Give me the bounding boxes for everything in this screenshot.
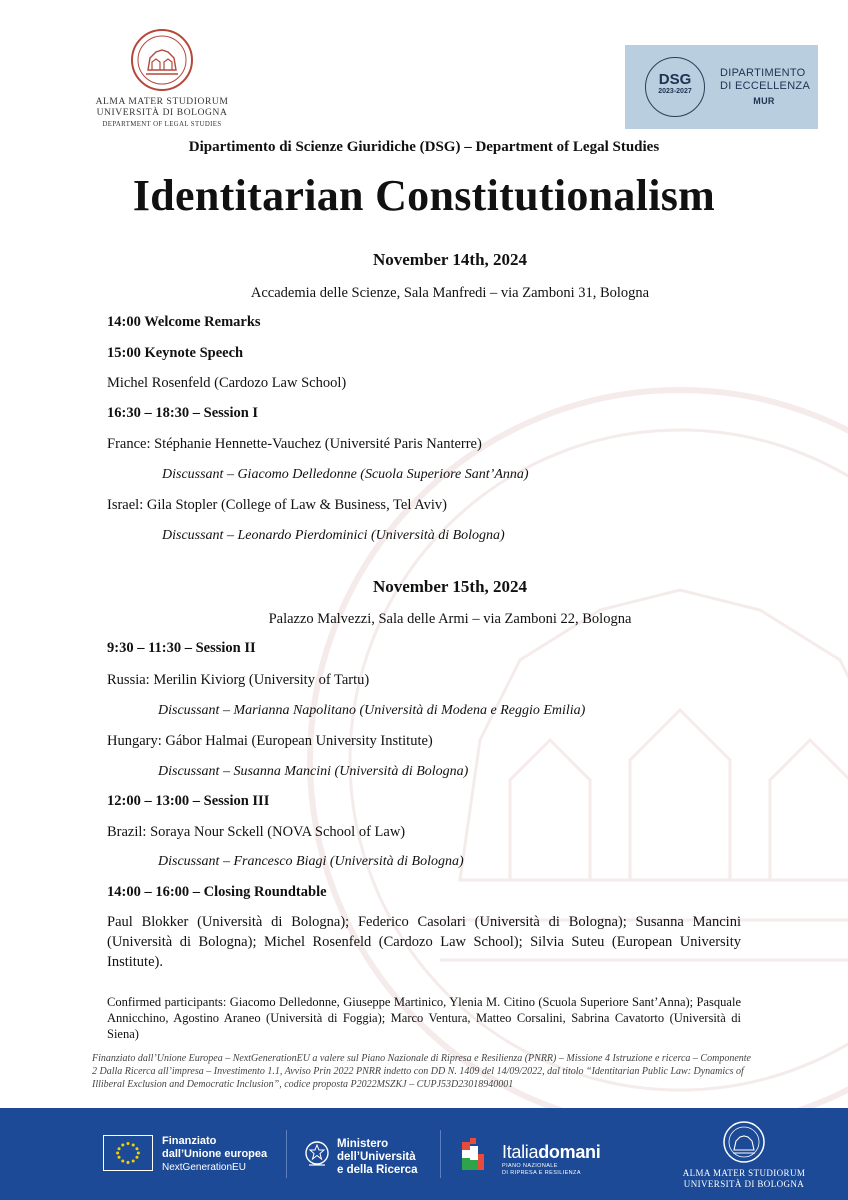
mur-line3: e della Ricerca [337, 1164, 418, 1176]
day2-venue: Palazzo Malvezzi, Sala delle Armi – via Zamboni 22, Bologna [268, 611, 632, 627]
session3-heading: 12:00 – 13:00 – Session III [107, 793, 270, 809]
roundtable-participants: Paul Blokker (Università di Bologna); Federico Casolari (Università di Bologna); Susanna Mancini (Università di Bologna); Michel Rosenfeld (Cardozo Law School); Silvia Suteu (European University Institute). [107, 914, 741, 970]
page-title: Identitarian Constitutionalism [132, 171, 716, 220]
italia-a: Italia [502, 1142, 539, 1162]
day1-date: November 14th, 2024 [372, 250, 528, 269]
dsg-logo-icon [645, 57, 705, 117]
welcome-remarks: 14:00 Welcome Remarks [107, 314, 261, 330]
discussant-brazil: Discussant – Francesco Biagi (Università di Bologna) [158, 854, 464, 869]
keynote-speaker: Michel Rosenfeld (Cardozo Law School) [107, 375, 347, 391]
badge-years: 2023-2027 [658, 88, 692, 95]
discussant-israel: Discussant – Leonardo Pierdominici (Università di Bologna) [162, 528, 505, 543]
footer-uni-line2: UNIVERSITÀ DI BOLOGNA [683, 1178, 805, 1189]
mur-line2: dell’Università [337, 1151, 416, 1163]
university-name-line1: ALMA MATER STUDIORUM [95, 97, 229, 107]
session1-heading: 16:30 – 18:30 – Session I [107, 405, 259, 421]
badge-line2: DI ECCELLENZA [720, 80, 811, 92]
italia-sub1: PIANO NAZIONALE [502, 1163, 558, 1169]
day2-date: November 15th, 2024 [372, 577, 528, 596]
discussant-hungary: Discussant – Susanna Mancini (Università di Bologna) [158, 764, 469, 779]
italia-sub2: DI RIPRESA E RESILIENZA [502, 1170, 581, 1176]
university-seal-icon [130, 28, 194, 92]
page-header [0, 0, 848, 135]
eu-line3: NextGenerationEU [162, 1162, 246, 1173]
ministry-label [337, 1138, 418, 1177]
session2-heading: 9:30 – 11:30 – Session II [107, 640, 256, 656]
mur-line1: Ministero [337, 1138, 389, 1150]
university-seal-icon [722, 1120, 766, 1164]
roundtable-heading: 14:00 – 16:00 – Closing Roundtable [107, 884, 327, 900]
university-logo [92, 28, 232, 130]
eu-funding-label [162, 1135, 267, 1174]
italian-republic-emblem-icon [303, 1138, 331, 1170]
department-name: DEPARTMENT OF LEGAL STUDIES [102, 121, 222, 128]
footer-university-name [660, 1168, 828, 1189]
footer-uni-line1: ALMA MATER STUDIORUM [682, 1168, 806, 1178]
speaker-brazil: Brazil: Soraya Nour Sckell (NOVA School of Law) [107, 824, 406, 840]
eu-flag-icon [103, 1135, 153, 1171]
badge-text [720, 67, 810, 108]
italia-b: domani [538, 1142, 601, 1162]
badge-line1: DIPARTIMENTO [720, 67, 806, 79]
discussant-russia: Discussant – Marianna Napolitano (Università di Modena e Reggio Emilia) [158, 703, 586, 718]
confirmed-participants: Confirmed participants: Giacomo Delledonne, Giuseppe Martinico, Ylenia M. Citino (Scuola Superiore Sant’Anna); Pasquale Annicchino, Agostino Araneo (Università di Foggia); Marco Ventura, Matteo Corsalini, Sabrina Cavatorto (Università di Siena) [107, 995, 741, 1041]
eu-line1: Finanziato [162, 1135, 217, 1147]
excellence-badge [625, 45, 818, 129]
footer-divider [440, 1130, 441, 1178]
eu-line2: dall’Unione europea [162, 1148, 268, 1160]
speaker-hungary: Hungary: Gábor Halmai (European University Institute) [107, 733, 433, 749]
speaker-france: France: Stéphanie Hennette-Vauchez (Université Paris Nanterre) [107, 436, 482, 452]
university-name-line2: UNIVERSITÀ DI BOLOGNA [96, 108, 228, 118]
department-heading: Dipartimento di Scienze Giuridiche (DSG) – Department of Legal Studies [188, 139, 660, 155]
discussant-france: Discussant – Giacomo Delledonne (Scuola Superiore Sant’Anna) [162, 467, 529, 482]
badge-code: DSG [658, 71, 692, 88]
speaker-russia: Russia: Merilin Kiviorg (University of Tartu) [107, 672, 370, 688]
italia-domani-logo-icon [458, 1136, 498, 1176]
badge-line3: MUR [753, 96, 775, 106]
footer-divider [286, 1130, 287, 1178]
keynote-speech: 15:00 Keynote Speech [107, 345, 244, 361]
funding-footer [0, 1108, 848, 1200]
italia-domani-label [502, 1142, 600, 1177]
day1-venue: Accademia delle Scienze, Sala Manfredi – via Zamboni 31, Bologna [250, 285, 650, 301]
speaker-israel: Israel: Gila Stopler (College of Law & Business, Tel Aviv) [107, 497, 447, 513]
funding-statement: Finanziato dall’Unione Europea – NextGenerationEU a valere sul Piano Nazionale di Ripresa e Resilienza (PNRR) – Missione 4 Istruzione e ricerca – Componente 2 Dalla Ricerca all’impresa – Investimento 1.1, Avviso Prin 2022 PNRR indetto con DD N. 1409 del 14/09/2022, dal titolo “Identitarian Public Law: Dynamics of Illiberal Exclusion and Democratic Inclusion”, codice proposta P2022MSZKJ – CUPJ53D23018940001 [92, 1053, 751, 1090]
